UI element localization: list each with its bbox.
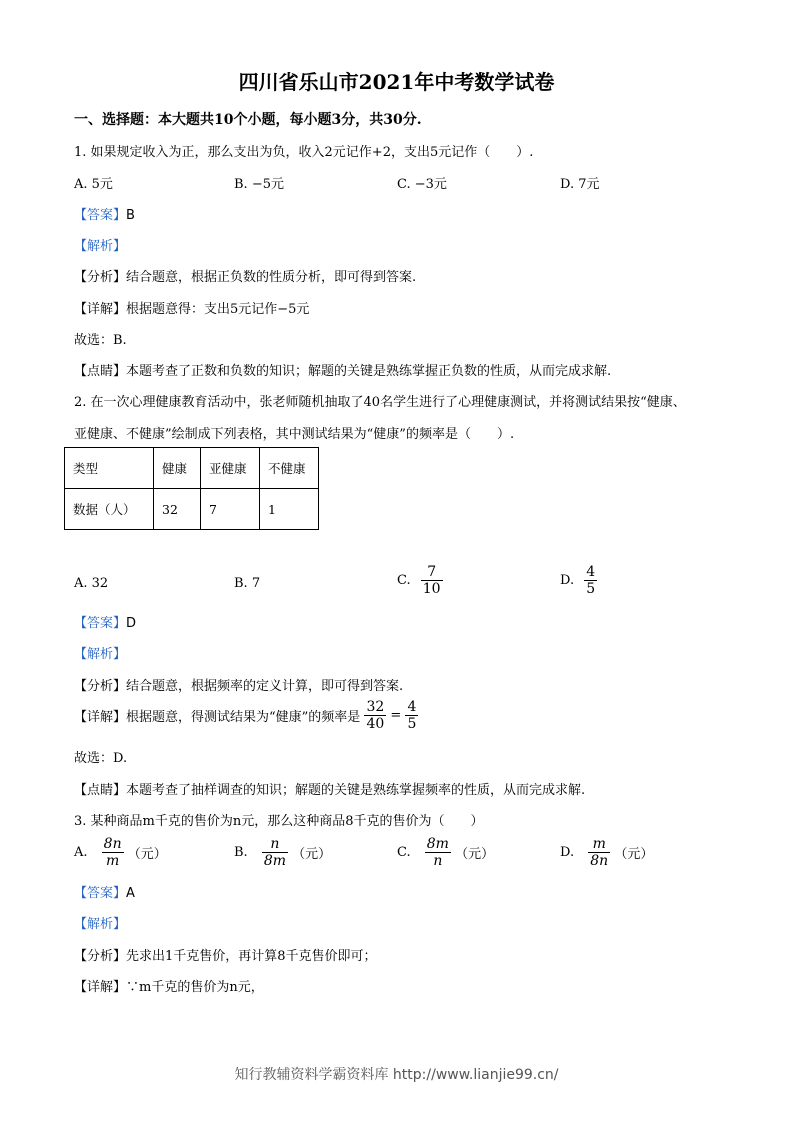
q1-stem: 1. 如果规定收入为正，那么支出为负，收入2元记作+2，支出5元记作（ ）. [74,145,534,160]
page-title: 四川省乐山市2021年中考数学试卷 [238,70,555,94]
fraction-denominator: 40 [366,716,385,733]
option-label: C. [397,573,411,589]
q1-dianjing: 【点睛】本题考查了正数和负数的知识；解题的关键是熟练掌握正负数的性质，从而完成求解. [74,364,612,379]
fraction-denominator: 10 [422,581,441,598]
fraction-numerator: 8m [426,836,449,852]
q3-option-c [397,836,494,869]
q2-answer [74,612,136,631]
option-label: C. [397,845,411,861]
unit-label: （元） [614,847,654,863]
q1-option-b: B. −5元 [234,177,284,192]
table-header-cell: 健康 [154,448,201,489]
fraction [102,836,124,869]
fraction-denominator: n [433,853,443,870]
q3-option-d [560,836,653,869]
table-cell: 32 [154,489,201,530]
answer-tag: 【答案】 [74,886,127,901]
fraction [588,836,610,869]
q2-data-table [64,447,319,530]
q2-guxuan: 故选：D. [74,751,128,766]
table-header-cell: 类型 [65,448,154,489]
fraction-numerator: n [262,836,288,853]
q1-guxuan: 故选：B. [74,333,127,348]
unit-label: （元） [127,847,167,863]
fraction-numerator: 4 [407,699,417,715]
table-header-cell: 亚健康 [201,448,260,489]
footer-watermark: 知行教辅资料学霸资料库 http://www.lianjie99.cn/ [234,1067,559,1083]
table-cell: 数据（人） [65,489,154,530]
q2-stem-line1: 2. 在一次心理健康教育活动中，张老师随机抽取了40名学生进行了心理健康测试，并将测试结果按“健康、 [74,395,686,410]
option-label: D. [560,573,575,589]
fraction [584,564,597,597]
unit-label: （元） [292,847,332,863]
fraction-denominator: 5 [586,581,596,598]
answer-tag: 【答案】 [74,208,127,223]
xiangjie-text: 【详解】根据题意，得测试结果为“健康”的频率是 [74,710,361,726]
table-cell: 7 [201,489,260,530]
q1-option-d: D. 7元 [560,177,600,192]
q3-fenxi: 【分析】先求出1千克售价，再计算8千克售价即可； [74,949,377,964]
fraction [425,836,451,869]
answer-value: D [126,616,137,631]
q3-stem: 3. 某种商品m千克的售价为n元，那么这种商品8千克的售价为（ ） [74,814,484,829]
q1-analysis-tag: 【解析】 [74,239,127,254]
q1-fenxi: 【分析】结合题意，根据正负数的性质分析，即可得到答案. [74,270,417,285]
answer-tag: 【答案】 [74,616,127,631]
option-label: D. [560,845,575,861]
q1-option-c: C. −3元 [397,177,447,192]
fraction-denominator: 8n [590,853,609,870]
q2-analysis-tag: 【解析】 [74,647,127,662]
table-cell: 1 [260,489,319,530]
fraction-numerator: 32 [366,699,385,715]
q2-xiangjie [74,699,418,732]
q2-dianjing: 【点睛】本题考查了抽样调查的知识；解题的关键是熟练掌握频率的性质，从而完成求解. [74,783,586,798]
q1-xiangjie: 【详解】根据题意得：支出5元记作−5元 [74,302,310,317]
option-label: A. [74,845,88,861]
equals-sign: = [390,708,402,724]
q2-option-b: B. 7 [234,576,261,591]
fraction-denominator: 5 [407,716,417,733]
answer-value: A [126,886,135,901]
fraction-numerator: 7 [421,564,443,581]
q3-answer [74,882,135,901]
q3-analysis-tag: 【解析】 [74,917,127,932]
unit-label: （元） [455,847,495,863]
fraction-denominator: 8m [263,853,287,870]
option-label: B. [234,845,248,861]
section-heading: 一、选择题：本大题共10个小题，每小题3分，共30分. [74,112,422,128]
q3-option-a [74,836,167,869]
table-header-row [65,448,319,489]
q2-fenxi: 【分析】结合题意，根据频率的定义计算，即可得到答案. [74,679,404,694]
fraction [262,836,288,869]
fraction [405,699,418,732]
fraction [421,564,443,597]
answer-value: B [126,208,135,223]
q3-xiangjie: 【详解】∵m千克的售价为n元， [74,980,264,995]
table-row [65,489,319,530]
q2-option-c [397,564,443,597]
fraction-numerator: 8n [103,836,122,852]
q2-option-d [560,564,597,597]
fraction [364,699,386,732]
q2-stem-line2: 亚健康、不健康”绘制成下列表格，其中测试结果为“健康”的频率是（ ）. [74,427,515,442]
table-header-cell: 不健康 [260,448,319,489]
q3-option-b [234,836,331,869]
q1-option-a: A. 5元 [74,177,113,192]
fraction-numerator: m [588,836,610,853]
fraction-numerator: 4 [586,564,596,580]
q1-answer [74,204,135,223]
fraction-denominator: m [106,853,120,870]
q2-option-a: A. 32 [74,576,109,591]
